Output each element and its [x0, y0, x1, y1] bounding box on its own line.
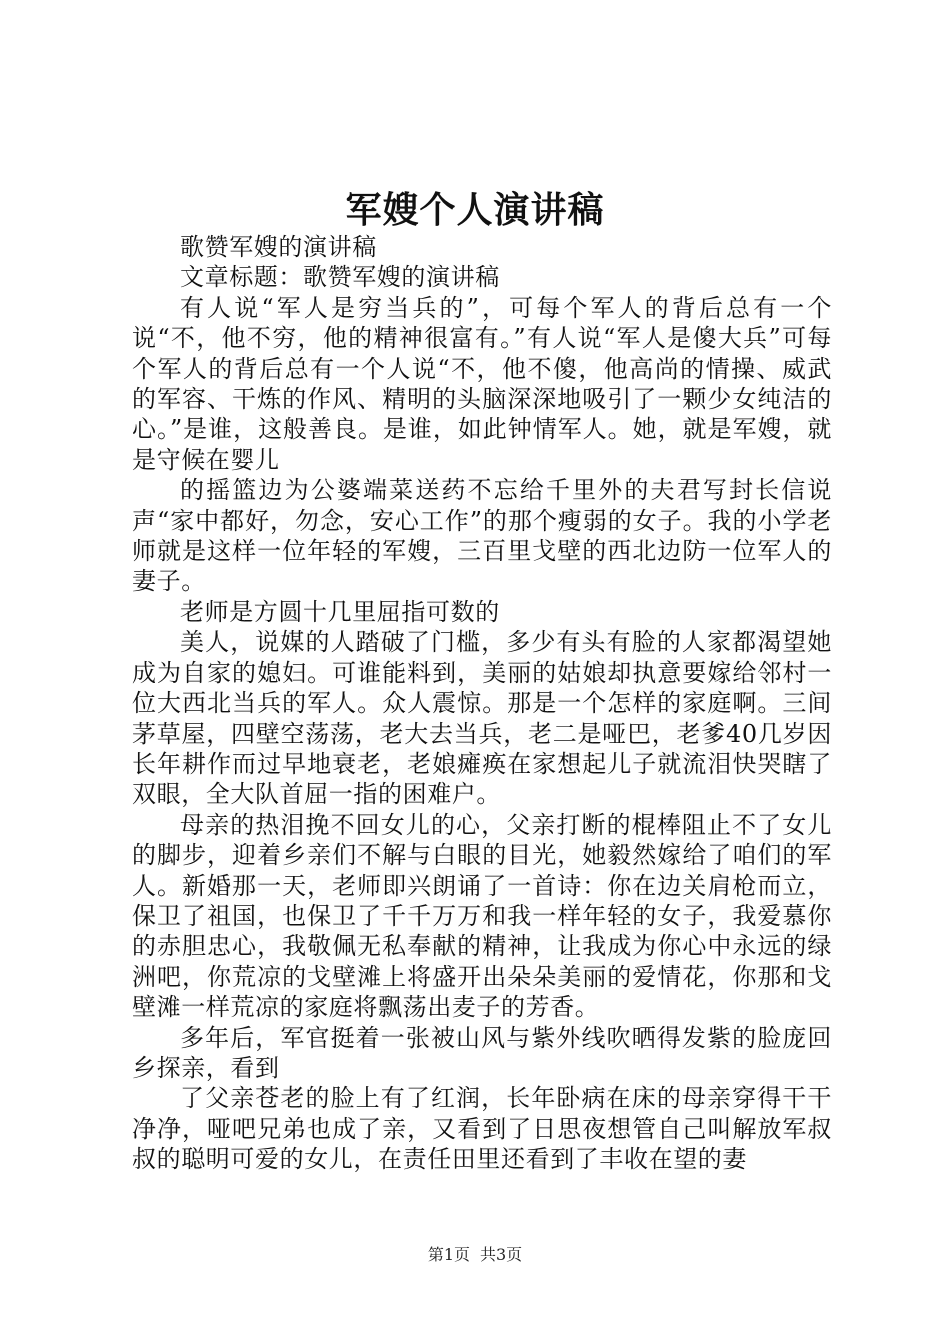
paragraph: 老师是方圆十几里屈指可数的 — [180, 597, 500, 626]
paragraph: 的摇篮边为公婆端菜送药不忘给千里外的夫君写封长信说声“家中都好，勿念，安心工作”的那个瘦弱的女子。我的小学老师就是这样一位年轻的军嫂，三百里戈壁的西北边防一位军人的妻子。 — [132, 476, 832, 596]
paragraph-article-title: 文章标题：歌赞军嫂的演讲稿 — [180, 263, 500, 292]
paragraph: 美人，说媒的人踏破了门槛，多少有头有脸的人家都渴望她成为自家的媳妇。可谁能料到，美丽的姑娘却执意要嫁给邻村一位大西北当兵的军人。众人震惊。那是一个怎样的家庭啊。三间茅草屋，四壁空荡荡，老大去当兵，老二是哑巴，老爹40几岁因长年耕作而过早地衰老，老娘瘫痪在家想起儿子就流泪快哭瞎了双眼，全大队首屈一指的困难户。 — [132, 628, 832, 809]
paragraph: 多年后，军官挺着一张被山风与紫外线吹晒得发紫的脸庞回乡探亲，看到 — [132, 1023, 832, 1082]
page-total: 共3页 — [480, 1245, 523, 1264]
paragraph-subtitle: 歌赞军嫂的演讲稿 — [180, 233, 377, 261]
paragraph: 了父亲苍老的脸上有了红润，长年卧病在床的母亲穿得干干净净，哑吧兄弟也成了亲，又看到了日思夜想管自己叫解放军叔叔的聪明可爱的女儿，在责任田里还看到了丰收在望的妻 — [132, 1084, 832, 1174]
paragraph: 母亲的热泪挽不回女儿的心，父亲打断的棍棒阻止不了女儿的脚步，迎着乡亲们不解与白眼的目光，她毅然嫁给了咱们的军人。新婚那一天，老师即兴朗诵了一首诗：你在边关肩枪而立，保卫了祖国，也保卫了千千万万和我一样年轻的女子，我爱慕你的赤胆忠心，我敬佩无私奉献的精神，让我成为你心中永远的绿洲吧，你荒凉的戈壁滩上将盛开出朵朵美丽的爱情花，你那和戈壁滩一样荒凉的家庭将飘荡出麦子的芳香。 — [132, 810, 832, 1022]
page-number: 第1页 — [427, 1245, 470, 1264]
paragraph: 有人说“军人是穷当兵的”，可每个军人的背后总有一个说“不，他不穷，他的精神很富有。”有人说“军人是傻大兵”可每个军人的背后总有一个人说“不，他不傻，他高尚的情操、威武的军容、干炼的作风、精明的头脑深深地吸引了一颗少女纯洁的心。”是谁，这般善良。是谁，如此钟情军人。她，就是军嫂，就是守候在婴儿 — [132, 293, 832, 474]
page-footer — [0, 1244, 950, 1266]
document-body — [132, 232, 832, 1175]
document-title: 军嫂个人演讲稿 — [345, 189, 605, 231]
